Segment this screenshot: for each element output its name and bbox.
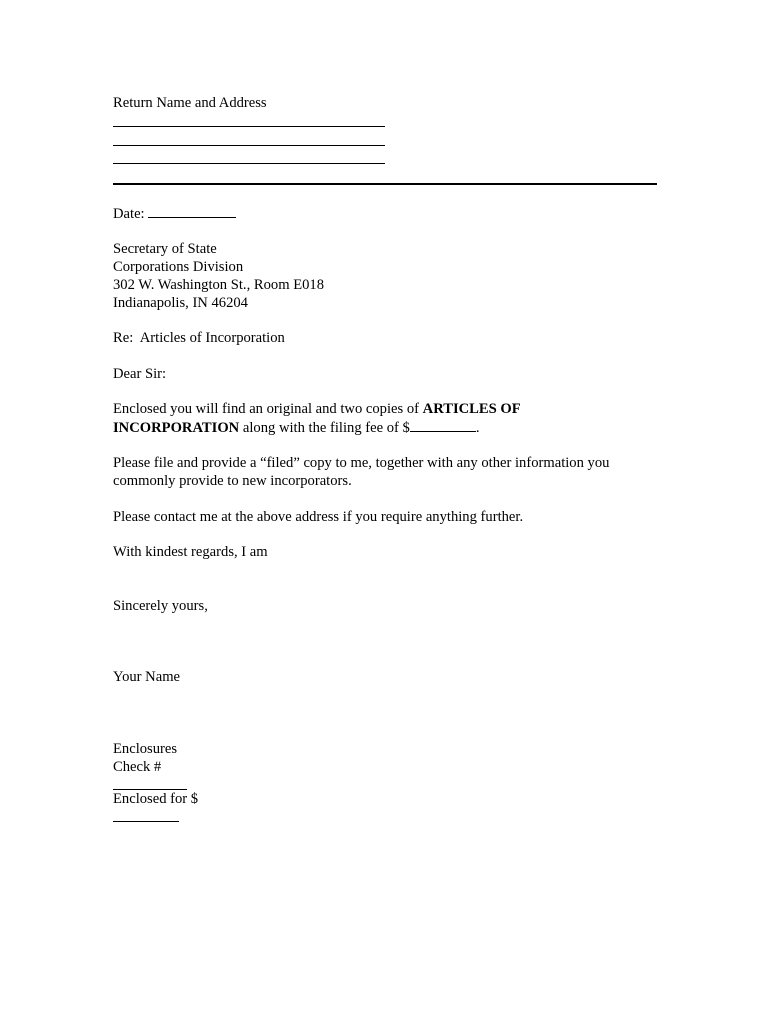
return-address-line-3[interactable] — [113, 163, 385, 164]
p1-bold-a: ARTICLES OF — [422, 401, 521, 417]
recipient-line-2: Corporations Division — [113, 259, 244, 275]
date-field — [113, 204, 236, 223]
return-address-line-1[interactable] — [113, 126, 385, 127]
p2-line-2: commonly provide to new incorporators. — [113, 473, 352, 489]
recipient-line-4: Indianapolis, IN 46204 — [113, 295, 248, 311]
signer-name: Your Name — [113, 669, 181, 685]
enclosed-label: Enclosed for $ — [113, 791, 199, 807]
enclosures-detail — [113, 758, 198, 822]
recipient-line-1: Secretary of State — [113, 241, 217, 257]
enclosed-amount-blank[interactable] — [113, 808, 179, 822]
recipient-line-3: 302 W. Washington St., Room E018 — [113, 277, 324, 293]
body-paragraph-3: Please contact me at the above address if you require anything further. — [113, 509, 524, 525]
enclosures-title: Enclosures — [113, 741, 178, 757]
body-paragraph-1 — [113, 400, 521, 437]
return-address-line-2[interactable] — [113, 145, 385, 146]
p1-bold-b: INCORPORATION — [113, 420, 240, 436]
body-paragraph-2 — [113, 454, 609, 490]
date-blank[interactable] — [148, 204, 236, 218]
check-label: Check # — [113, 759, 162, 775]
p1-end: . — [475, 420, 480, 436]
p2-line-1: Please file and provide a “filed” copy to me, together with any other information you — [113, 455, 610, 471]
p1-start: Enclosed you will find an original and two copies of — [113, 401, 419, 417]
p1-rest: along with the filing fee of $ — [242, 420, 410, 436]
return-address-title: Return Name and Address — [113, 95, 267, 111]
subject-line: Re: Articles of Incorporation — [113, 330, 285, 346]
closing-regards: With kindest regards, I am — [113, 544, 268, 560]
date-label: Date: — [113, 206, 145, 222]
recipient-address — [113, 240, 324, 312]
header-divider — [113, 183, 657, 185]
enclosures-block — [113, 740, 198, 822]
salutation: Dear Sir: — [113, 366, 167, 382]
filing-fee-blank[interactable] — [410, 418, 476, 432]
check-number-blank[interactable] — [113, 776, 187, 790]
closing-sincerely: Sincerely yours, — [113, 598, 208, 614]
